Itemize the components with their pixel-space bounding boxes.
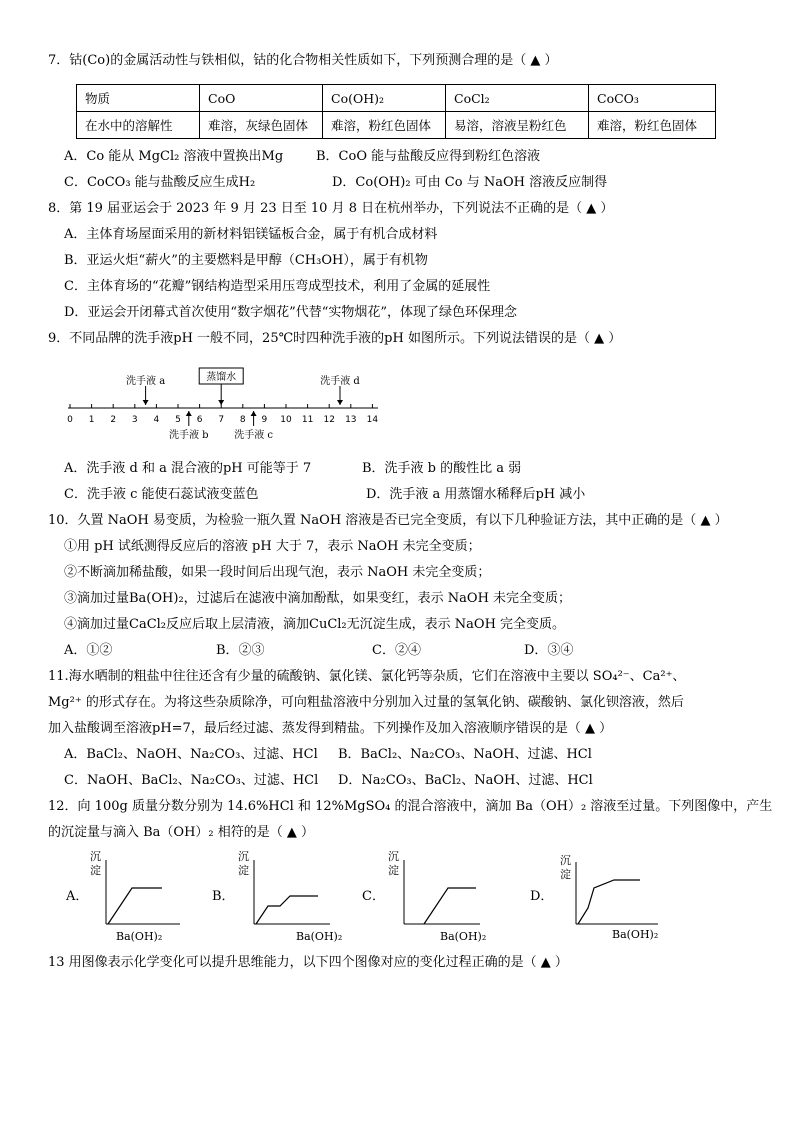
- q12-graph-b: [226, 848, 346, 943]
- ph-mark-label: 洗手液 a: [126, 376, 166, 387]
- table-row: [77, 85, 716, 112]
- q9-option-b[interactable]: B．洗手液 b 的酸性比 a 弱: [362, 461, 522, 476]
- table-cell: Co(OH)₂: [323, 85, 446, 112]
- q12-graph-d: [544, 848, 674, 943]
- q11-option-d[interactable]: D．Na₂CO₃、BaCl₂、NaOH、过滤、HCl: [338, 773, 593, 788]
- q12-line-1: 12．向 100g 质量分数分别为 14.6%HCl 和 12%MgSO₄ 的混合溶液中，滴加 Ba（OH）₂ 溶液至过量。下列图像中，产生: [48, 799, 773, 814]
- q10-stem: 10．久置 NaOH 易变质，为检验一瓶久置 NaOH 溶液是否已完全变质，有以下几种验证方法，其中正确的是（ ▲ ）: [48, 513, 728, 528]
- ph-tick-label: 14: [366, 415, 379, 425]
- ph-mark-arrowhead: [251, 411, 257, 416]
- table-cell: 难溶，粉红色固体: [589, 112, 716, 139]
- ph-mark-label: 洗手液 d: [320, 376, 360, 387]
- q12-option-c[interactable]: C．: [362, 889, 385, 904]
- ph-mark-arrowhead: [218, 400, 224, 405]
- q11-option-b[interactable]: B．BaCl₂、Na₂CO₃、NaOH、过滤、HCl: [338, 747, 592, 762]
- table-cell: 在水中的溶解性: [77, 112, 200, 139]
- graph-curve: [424, 888, 476, 924]
- ph-tick-label: 2: [110, 415, 117, 425]
- ph-tick-label: 4: [153, 415, 160, 425]
- q8-option-d[interactable]: D．亚运会开闭幕式首次使用“数字烟花”代替“实物烟花”，体现了绿色环保理念: [64, 305, 518, 320]
- graph-xlabel: Ba(OH)₂: [440, 930, 487, 943]
- ph-tick-label: 5: [175, 415, 181, 425]
- ph-tick-label: 12: [323, 415, 335, 425]
- q10-item-2: ②不断滴加稀盐酸，如果一段时间后出现气泡，表示 NaOH 未完全变质；: [64, 565, 491, 580]
- q7-stem: 7．钴(Co)的金属活动性与铁相似，钴的化合物相关性质如下，下列预测合理的是（ ▲ ）: [48, 53, 558, 68]
- q10-option-b[interactable]: B．②③: [216, 643, 265, 658]
- q9-option-a[interactable]: A．洗手液 d 和 a 混合液的pH 可能等于 7: [64, 461, 312, 476]
- table-cell: 难溶，灰绿色固体: [200, 112, 323, 139]
- q12-graph-c: [376, 848, 496, 943]
- q10-item-3: ③滴加过量Ba(OH)₂，过滤后在滤液中滴加酚酞，如果变红，表示 NaOH 未完全变质；: [64, 591, 572, 606]
- q7-option-a[interactable]: A．Co 能从 MgCl₂ 溶液中置换出Mg: [64, 149, 284, 164]
- q9-option-c[interactable]: C．洗手液 c 能使石蕊试液变蓝色: [64, 487, 259, 502]
- ph-tick-label: 11: [301, 415, 314, 425]
- graph-ylabel: 淀: [238, 864, 249, 877]
- q11-line-3: 加入盐酸调至溶液pH=7，最后经过滤、蒸发得到精盐。下列操作及加入溶液顺序错误的是（ ▲ ）: [48, 721, 613, 736]
- graph-curve: [256, 896, 318, 924]
- ph-mark-label: 蒸馏水: [206, 372, 237, 383]
- q12-option-b[interactable]: B．: [212, 889, 235, 904]
- ph-mark-arrowhead: [186, 411, 192, 416]
- q7-property-table: [76, 84, 716, 139]
- table-cell: 难溶，粉红色固体: [323, 112, 446, 139]
- q8-stem: 8．第 19 届亚运会于 2023 年 9 月 23 日至 10 月 8 日在杭州举办，下列说法不正确的是（ ▲ ）: [48, 201, 614, 216]
- q10-option-d[interactable]: D．③④: [524, 643, 574, 658]
- q11-line-2: Mg²⁺ 的形式存在。为将这些杂质除净，可向粗盐溶液中分别加入过量的氢氧化钠、碳酸钠、氯化钡溶液，然后: [48, 695, 684, 710]
- q12-option-a[interactable]: A．: [66, 889, 89, 904]
- q12-option-d[interactable]: D．: [530, 889, 554, 904]
- q12-line-2: 的沉淀量与滴入 Ba（OH）₂ 相符的是（ ▲ ）: [48, 825, 315, 840]
- table-row: [77, 112, 716, 139]
- graph-ylabel: 沉: [560, 854, 571, 867]
- ph-tick-label: 6: [196, 415, 203, 425]
- graph-ylabel: 沉: [238, 850, 249, 863]
- q8-option-b[interactable]: B．亚运火炬“薪火”的主要燃料是甲醇（CH₃OH），属于有机物: [64, 253, 428, 268]
- q7-option-b[interactable]: B．CoO 能与盐酸反应得到粉红色溶液: [316, 149, 541, 164]
- q12-graph-a: [80, 848, 200, 943]
- ph-mark-label: 洗手液 b: [169, 430, 209, 441]
- ph-tick-label: 1: [88, 415, 95, 425]
- graph-xlabel: Ba(OH)₂: [116, 930, 163, 943]
- q11-option-a[interactable]: A．BaCl₂、NaOH、Na₂CO₃、过滤、HCl: [64, 747, 318, 762]
- q11-line-1: 11.海水晒制的粗盐中往往还含有少量的硫酸钠、氯化镁、氯化钙等杂质，它们在溶液中主要以 SO₄²⁻、Ca²⁺、: [48, 669, 686, 684]
- table-cell: 易溶，溶液呈粉红色: [446, 112, 589, 139]
- ph-tick-label: 3: [131, 415, 138, 425]
- q8-option-c[interactable]: C．主体育场的“花瓣”钢结构造型采用压弯成型技术，利用了金属的延展性: [64, 279, 491, 294]
- graph-ylabel: 淀: [90, 864, 101, 877]
- ph-scale-diagram: [56, 360, 396, 450]
- ph-mark-arrowhead: [337, 400, 343, 405]
- q13-stem: 13 用图像表示化学变化可以提升思维能力，以下四个图像对应的变化过程正确的是（ ▲ ）: [48, 955, 568, 970]
- graph-curve: [108, 888, 162, 924]
- q7-option-d[interactable]: D．Co(OH)₂ 可由 Co 与 NaOH 溶液反应制得: [332, 175, 608, 190]
- ph-tick-label: 9: [261, 415, 268, 425]
- q9-stem: 9．不同品牌的洗手液pH 一般不同，25℃时四种洗手液的pH 如图所示。下列说法错误的是（ ▲ ）: [48, 331, 622, 346]
- ph-mark-label: 洗手液 c: [234, 430, 273, 441]
- q10-option-a[interactable]: A．①②: [64, 643, 113, 658]
- q8-option-a[interactable]: A．主体育场屋面采用的新材料铝镁锰板合金，属于有机合成材料: [64, 227, 438, 242]
- ph-tick-label: 7: [218, 415, 225, 425]
- graph-ylabel: 淀: [388, 864, 399, 877]
- graph-ylabel: 沉: [388, 850, 399, 863]
- table-cell: CoCO₃: [589, 85, 716, 112]
- graph-ylabel: 淀: [560, 868, 571, 881]
- table-cell: 物质: [77, 85, 200, 112]
- q7-option-c[interactable]: C．CoCO₃ 能与盐酸反应生成H₂: [64, 175, 256, 190]
- ph-tick-label: 13: [345, 415, 357, 425]
- table-cell: CoO: [200, 85, 323, 112]
- q10-option-c[interactable]: C．②④: [372, 643, 421, 658]
- q10-item-1: ①用 pH 试纸测得反应后的溶液 pH 大于 7，表示 NaOH 未完全变质；: [64, 539, 481, 554]
- ph-tick-label: 8: [239, 415, 246, 425]
- q11-option-c[interactable]: C．NaOH、BaCl₂、Na₂CO₃、过滤、HCl: [64, 773, 319, 788]
- graph-curve: [578, 880, 640, 924]
- graph-xlabel: Ba(OH)₂: [612, 928, 659, 941]
- q10-item-4: ④滴加过量CaCl₂反应后取上层清液，滴加CuCl₂无沉淀生成，表示 NaOH 完全变质。: [64, 617, 566, 632]
- graph-xlabel: Ba(OH)₂: [296, 930, 343, 943]
- q9-option-d[interactable]: D．洗手液 a 用蒸馏水稀释后pH 减小: [366, 487, 586, 502]
- graph-ylabel: 沉: [90, 850, 101, 863]
- ph-tick-label: 0: [67, 415, 73, 425]
- table-cell: CoCl₂: [446, 85, 589, 112]
- ph-tick-label: 10: [280, 415, 292, 425]
- ph-mark-arrowhead: [143, 400, 149, 405]
